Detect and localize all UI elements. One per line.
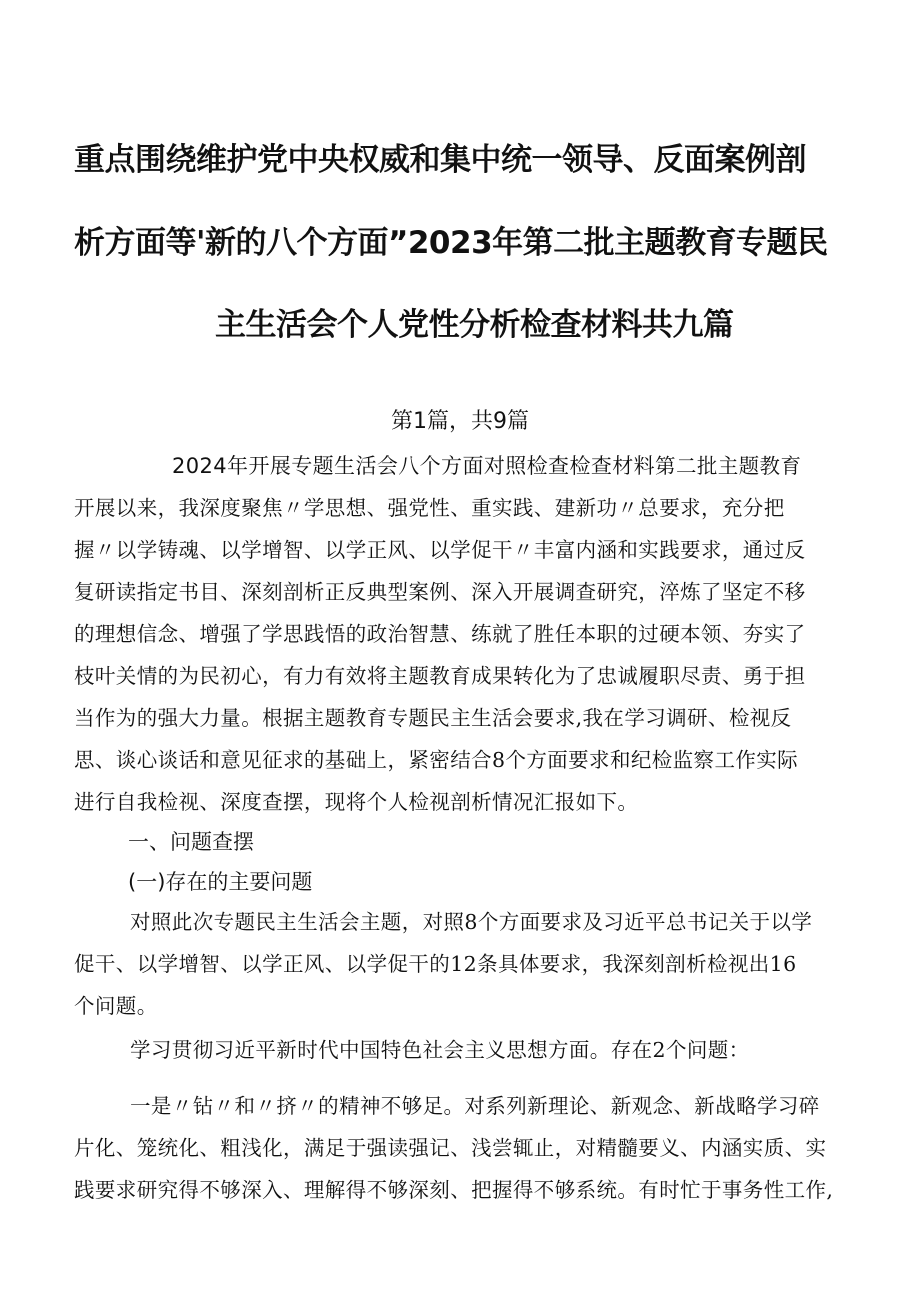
intro-line-3: 握〃以学铸魂、以学增智、以学正风、以学促干〃丰富内涵和实践要求，通过反	[74, 538, 806, 562]
document-title-line-3: 主生活会个人党性分析检查材料共九篇	[215, 307, 734, 343]
para1-line-2: 促干、以学增智、以学正风、以学促干的12条具体要求，我深刻剖析检视出16	[74, 952, 797, 976]
intro-line-6: 枝叶关情的为民初心，有力有效将主题教育成果转化为了忠诚履职尽责、勇于担	[74, 664, 806, 688]
para3-line-1: 一是〃钻〃和〃挤〃的精神不够足。对系列新理论、新观念、新战略学习碎	[130, 1094, 820, 1118]
intro-line-7: 当作为的强大力量。根据主题教育专题民主生活会要求,我在学习调研、检视反	[74, 706, 792, 730]
intro-line-1	[172, 452, 801, 480]
para1-line-3: 个问题。	[74, 994, 158, 1018]
para2-line: 学习贯彻习近平新时代中国特色社会主义思想方面。存在2个问题：	[130, 1038, 750, 1062]
section-heading: 一、问题查摆	[128, 830, 254, 854]
para1-line-1: 对照此次专题民主生活会主题，对照8个方面要求及习近平总书记关于以学	[130, 910, 813, 934]
document-title-line-2: 析方面等'新的八个方面”2023年第二批主题教育专题民	[74, 225, 828, 261]
document-title-line-1: 重点围绕维护党中央权威和集中统一领导、反面案例剖	[74, 142, 806, 178]
intro-line-4: 复研读指定书目、深刻剖析正反典型案例、深入开展调查研究，淬炼了坚定不移	[74, 580, 806, 604]
part-label: 第1篇，共9篇	[391, 409, 529, 434]
subsection-heading: (一)存在的主要问题	[128, 870, 313, 894]
intro-line-8: 思、谈心谈话和意见征求的基础上，紧密结合8个方面要求和纪检监察工作实际	[74, 748, 799, 772]
intro-line-2: 开展以来，我深度聚焦〃学思想、强党性、重实践、建新功〃总要求，充分把	[74, 496, 785, 520]
para3-line-3: 践要求研究得不够深入、理解得不够深刻、把握得不够系统。有时忙于事务性工作,	[74, 1178, 834, 1202]
intro-line-9: 进行自我检视、深度查摆，现将个人检视剖析情况汇报如下。	[74, 790, 639, 814]
para3-line-2: 片化、笼统化、粗浅化，满足于强读强记、浅尝辄止，对精髓要义、内涵实质、实	[74, 1136, 827, 1160]
intro-lead: 2024年开展专题生活会八个方面对照检查检查材料	[172, 454, 656, 478]
intro-line-1-text: 第二批主题教育	[655, 454, 802, 478]
intro-line-5: 的理想信念、增强了学思践悟的政治智慧、练就了胜任本职的过硬本领、夯实了	[74, 622, 806, 646]
